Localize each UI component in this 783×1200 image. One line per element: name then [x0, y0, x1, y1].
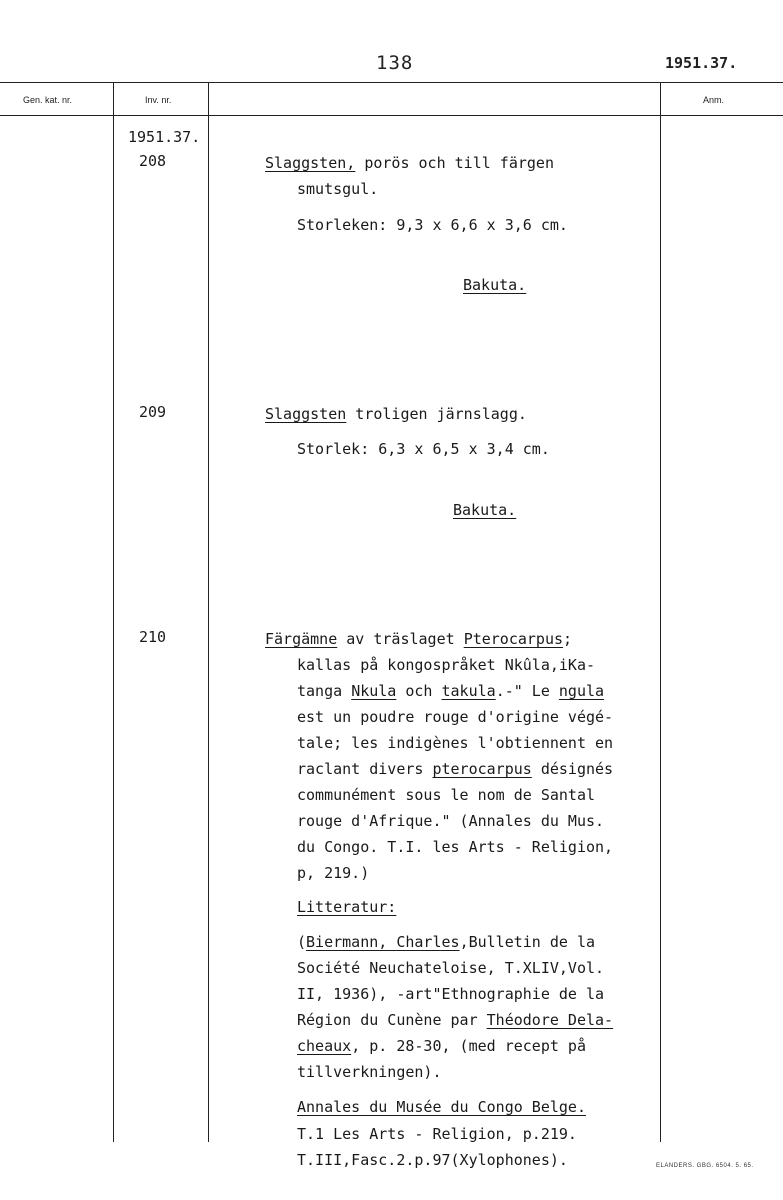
inv-number-210: 210: [139, 628, 167, 646]
entry-209-line-1: Slaggsten troligen järnslagg.: [265, 405, 527, 423]
entry-210-line-10: p, 219.): [297, 864, 370, 882]
literature-line-2: Société Neuchateloise, T.XLIV,Vol.: [297, 959, 605, 977]
entry-209-object-name: Slaggsten: [265, 405, 347, 423]
annales-heading: Annales du Musée du Congo Belge.: [297, 1098, 586, 1116]
annales-line-1: T.1 Les Arts - Religion, p.219.: [297, 1125, 577, 1143]
entry-208-place: Bakuta.: [463, 276, 527, 294]
entry-210-line-5: tale; les indigènes l'obtiennent en: [297, 734, 614, 752]
column-header-inv: Inv. nr.: [145, 95, 172, 105]
entry-210-line-4: est un poudre rouge d'origine végé-: [297, 708, 614, 726]
entry-208-line-1: Slaggsten, porös och till färgen: [265, 154, 554, 172]
annales-line-2: T.III,Fasc.2.p.97(Xylophones).: [297, 1151, 568, 1169]
column-header-anm: Anm.: [703, 95, 725, 105]
entry-210-line-1: Färgämne av träslaget Pterocarpus;: [265, 630, 573, 648]
literature-heading: Litteratur:: [297, 898, 397, 916]
catalogue-reference: 1951.37.: [128, 128, 201, 146]
inv-number-208: 208: [139, 152, 167, 170]
column-divider-anm: [660, 82, 661, 1142]
entry-210-object-name: Färgämne: [265, 630, 338, 648]
literature-line-6: tillverkningen).: [297, 1063, 442, 1081]
entry-209-size: Storlek: 6,3 x 6,5 x 3,4 cm.: [297, 440, 550, 458]
header-top-rule: [0, 82, 783, 83]
literature-line-1: (Biermann, Charles,Bulletin de la: [297, 933, 596, 951]
header-reference: 1951.37.: [665, 54, 738, 72]
literature-line-4: Région du Cunène par Théodore Dela-: [297, 1011, 614, 1029]
literature-line-5: cheaux, p. 28-30, (med recept på: [297, 1037, 586, 1055]
entry-208-object-name: Slaggsten,: [265, 154, 356, 172]
literature-line-3: II, 1936), -art"Ethnographie de la: [297, 985, 605, 1003]
entry-208-size: Storleken: 9,3 x 6,6 x 3,6 cm.: [297, 216, 568, 234]
entry-210-line-8: rouge d'Afrique." (Annales du Mus.: [297, 812, 605, 830]
entry-210-line-2: kallas på kongospråket Nkûla,iKa-: [297, 656, 596, 674]
column-divider-gen-kat: [113, 82, 114, 1142]
column-header-gen-kat: Gen. kat. nr.: [23, 95, 73, 105]
entry-210-line-3: tanga Nkula och takula.-" Le ngula: [297, 682, 605, 700]
inv-number-209: 209: [139, 403, 167, 421]
entry-210-line-6: raclant divers pterocarpus désignés: [297, 760, 614, 778]
entry-210-line-7: communément sous le nom de Santal: [297, 786, 596, 804]
entry-210-line-9: du Congo. T.I. les Arts - Religion,: [297, 838, 614, 856]
header-bottom-rule: [0, 115, 783, 116]
entry-208-line-2: smutsgul.: [297, 180, 379, 198]
entry-209-place: Bakuta.: [453, 501, 517, 519]
printer-imprint: ELANDERS. GBG. 6504. 5. 65.: [656, 1163, 754, 1169]
page-number: 138: [376, 52, 414, 74]
column-divider-inv: [208, 82, 209, 1142]
